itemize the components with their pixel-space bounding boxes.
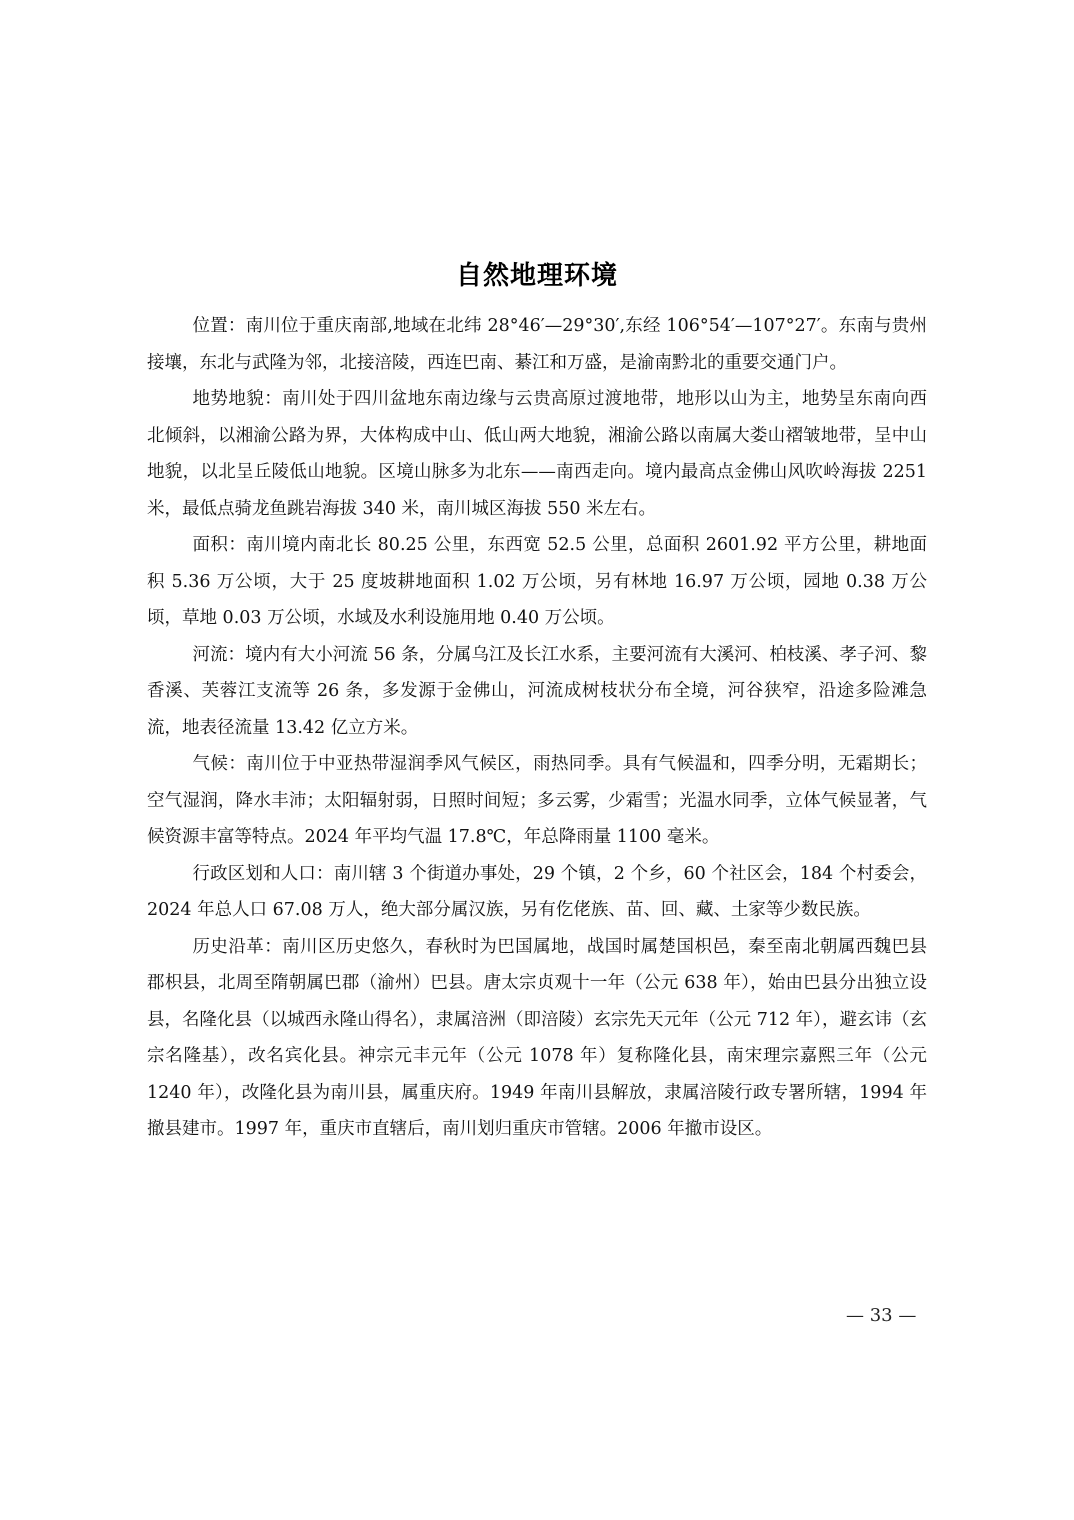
page-number: — 33 — bbox=[846, 1305, 917, 1326]
paragraph-area: 面积：南川境内南北长 80.25 公里，东西宽 52.5 公里，总面积 2601.92 平方公里，耕地面积 5.36 万公顷，大于 25 度坡耕地面积 1.02 万公顷，另有林地 16.97 万公顷，园地 0.38 万公顷，草地 0.03 万公顷，水域及水利设施用地 0.40 万公顷。 bbox=[147, 535, 927, 628]
paragraph-terrain: 地势地貌：南川处于四川盆地东南边缘与云贵高原过渡地带，地形以山为主，地势呈东南向西北倾斜，以湘渝公路为界，大体构成中山、低山两大地貌，湘渝公路以南属大娄山褶皱地带，呈中山地貌，以北呈丘陵低山地貌。区境山脉多为北东——南西走向。境内最高点金佛山风吹岭海拔 2251 米，最低点骑龙鱼跳岩海拔 340 米，南川城区海拔 550 米左右。 bbox=[147, 389, 927, 519]
paragraph-location: 位置：南川位于重庆南部,地域在北纬 28°46′—29°30′,东经 106°54′—107°27′。东南与贵州接壤，东北与武隆为邻，北接涪陵，西连巴南、綦江和万盛，是渝南黔北的重要交通门户。 bbox=[147, 316, 927, 373]
page-title: 自然地理环境 bbox=[455, 261, 618, 292]
paragraph-administration-population: 行政区划和人口：南川辖 3 个街道办事处，29 个镇，2 个乡，60 个社区会，184 个村委会，2024 年总人口 67.08 万人，绝大部分属汉族，另有仡佬族、苗、回、藏、土家等少数民族。 bbox=[147, 863, 927, 920]
document-body bbox=[147, 308, 927, 1148]
paragraph-climate: 气候：南川位于中亚热带湿润季风气候区，雨热同季。具有气候温和，四季分明，无霜期长；空气湿润，降水丰沛；太阳辐射弱，日照时间短；多云雾，少霜雪；光温水同季，立体气候显著，气候资源丰富等特点。2024 年平均气温 17.8℃，年总降雨量 1100 毫米。 bbox=[147, 754, 927, 847]
paragraph-history: 历史沿革：南川区历史悠久，春秋时为巴国属地，战国时属楚国枳邑，秦至南北朝属西魏巴县郡枳县，北周至隋朝属巴郡（渝州）巴县。唐太宗贞观十一年（公元 638 年），始由巴县分出独立设县，名隆化县（以城西永隆山得名），隶属涪洲（即涪陵）玄宗先天元年（公元 712 年），避玄讳（玄宗名隆基），改名宾化县。神宗元丰元年（公元 1078 年）复称隆化县，南宋理宗嘉熙三年（公元 1240 年），改隆化县为南川县，属重庆府。1949 年南川县解放，隶属涪陵行政专署所辖，1994 年撤县建市。1997 年，重庆市直辖后，南川划归重庆市管辖。2006 年撤市设区。 bbox=[147, 936, 927, 1139]
paragraph-rivers: 河流：境内有大小河流 56 条，分属乌江及长江水系，主要河流有大溪河、柏枝溪、孝子河、黎香溪、芙蓉江支流等 26 条，多发源于金佛山，河流成树枝状分布全境，河谷狭窄，沿途多险滩急流，地表径流量 13.42 亿立方米。 bbox=[147, 644, 927, 738]
